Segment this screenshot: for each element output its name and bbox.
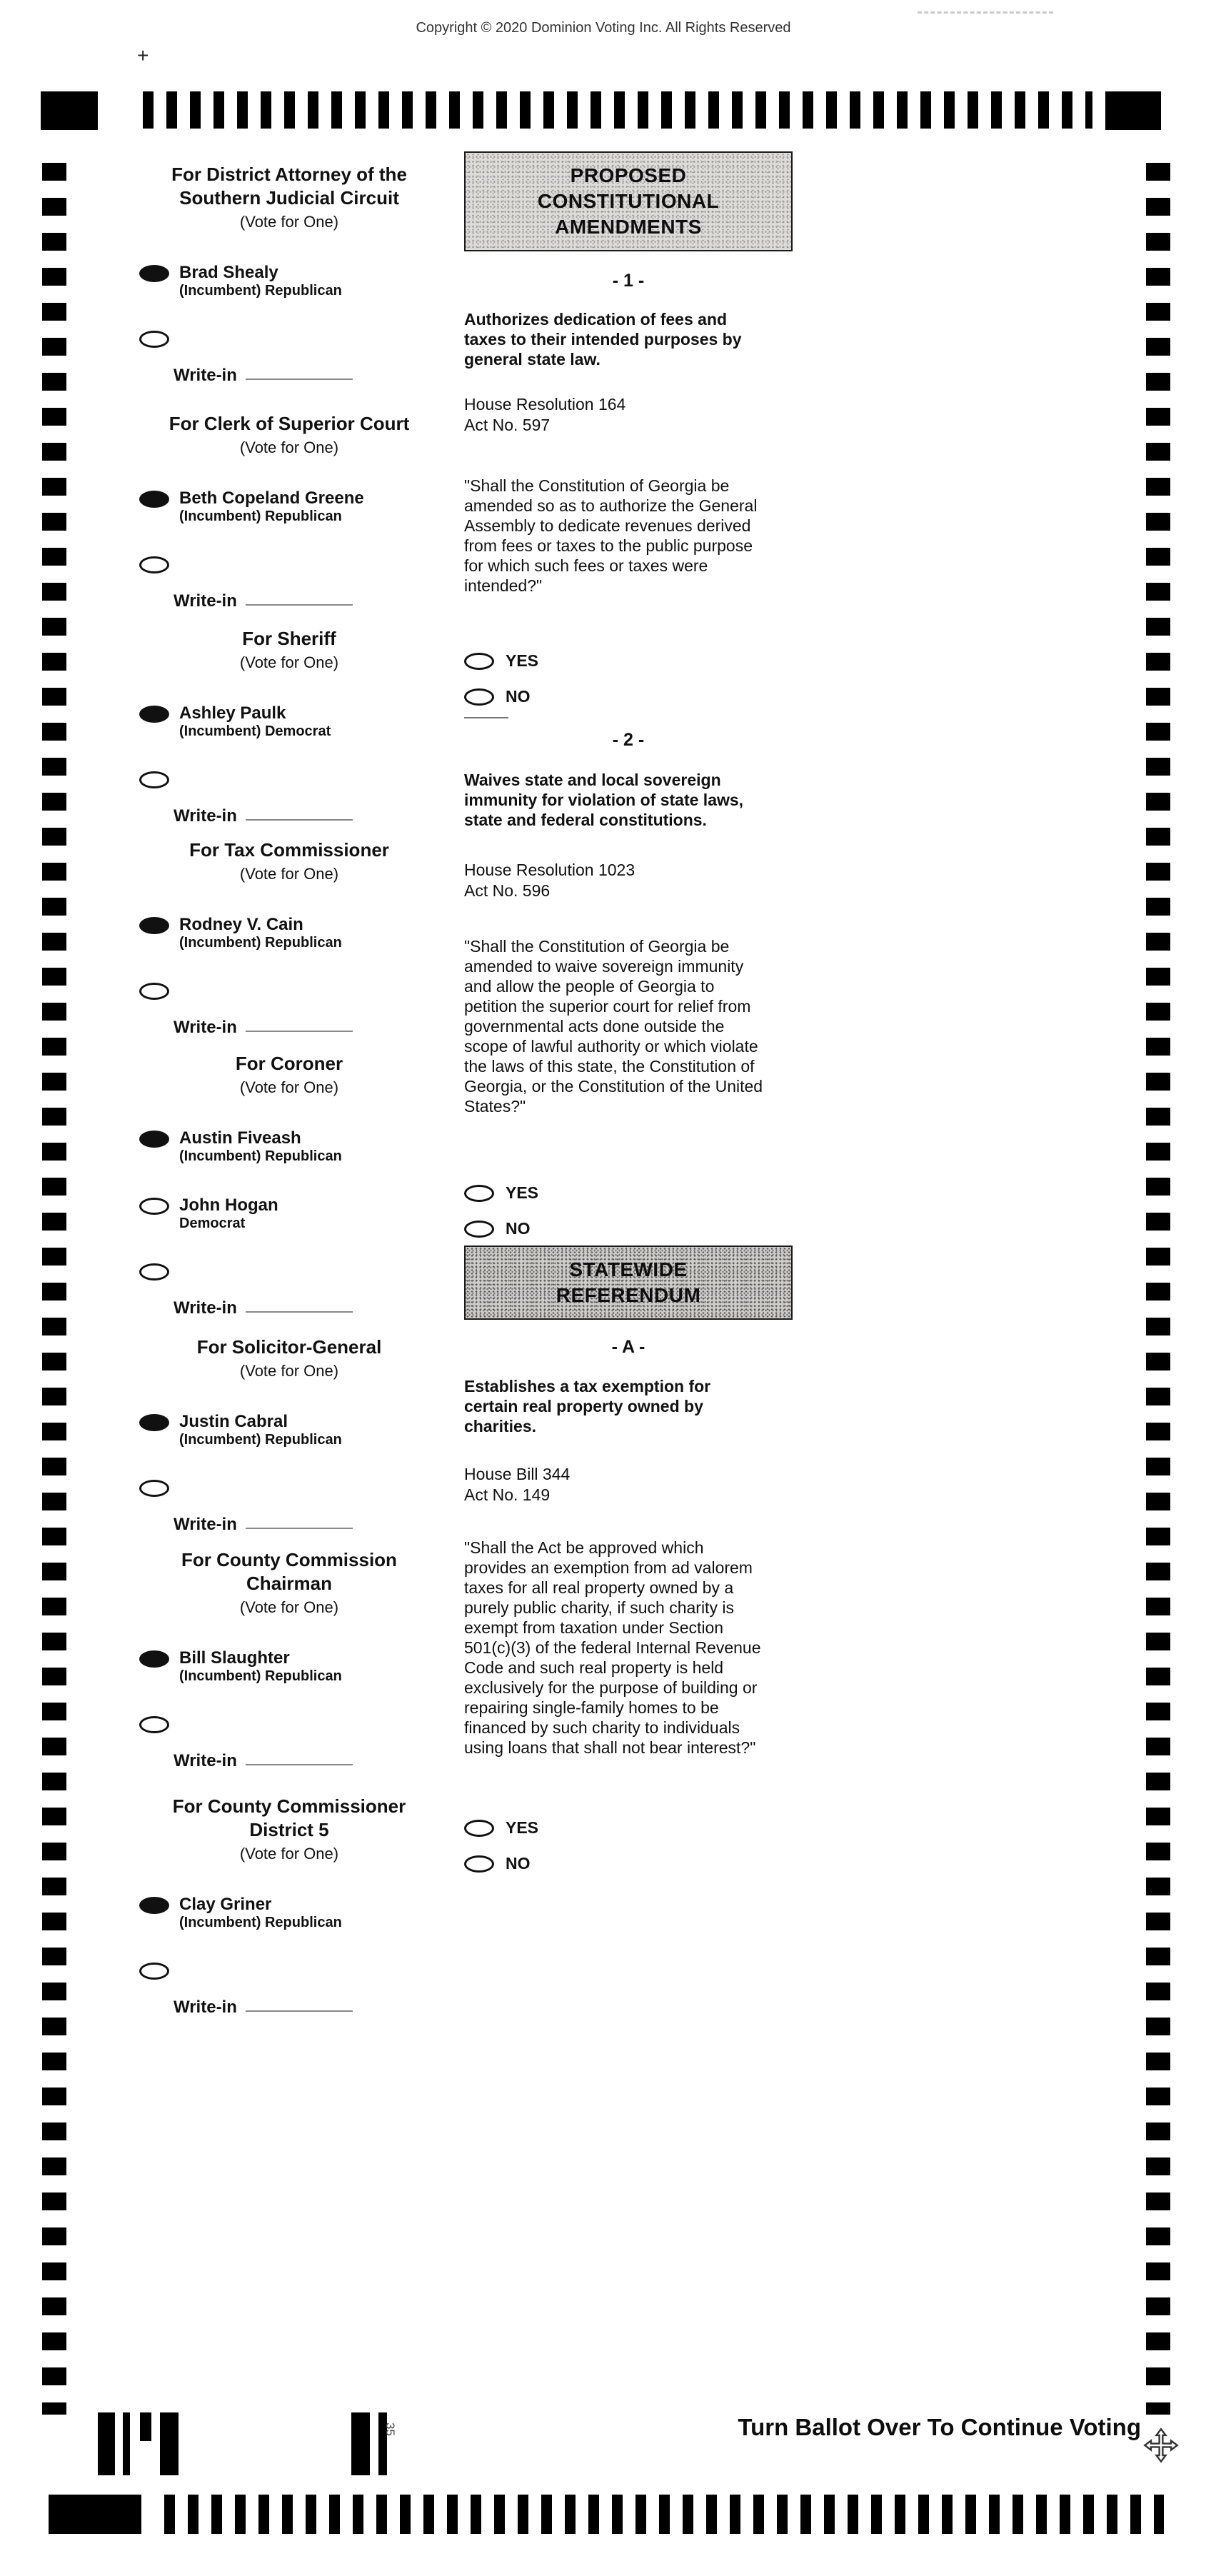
candidate-detail: (Incumbent) Republican — [179, 935, 342, 951]
write-in-line[interactable] — [246, 1031, 353, 1032]
candidate-detail: (Incumbent) Republican — [179, 1148, 342, 1164]
contest-county-commission-chairman — [118, 1548, 461, 1770]
candidate-row — [139, 704, 461, 740]
ballot-oval-empty[interactable] — [464, 688, 494, 706]
write-in-row — [174, 1998, 461, 2017]
write-in-row — [174, 1515, 461, 1534]
amendments-header-box — [464, 151, 793, 251]
header-line: STATEWIDE — [569, 1258, 688, 1281]
contest-coroner — [118, 1052, 461, 1318]
candidate-row — [139, 1895, 461, 1931]
ballot-oval-empty[interactable] — [139, 1198, 169, 1215]
candidate-row — [139, 1129, 461, 1165]
timing-block-bottom-left — [49, 2495, 141, 2534]
write-in-label: Write-in — [174, 1751, 237, 1770]
candidate-name: John Hogan — [179, 1196, 278, 1215]
no-label: NO — [506, 687, 531, 706]
ballot-oval-filled[interactable] — [139, 917, 169, 934]
candidate-name: Austin Fiveash — [179, 1128, 301, 1148]
timing-row-top — [143, 91, 1092, 129]
candidate-detail: (Incumbent) Republican — [179, 1432, 342, 1448]
yes-option-row — [464, 1818, 538, 1838]
write-in-line[interactable] — [246, 379, 353, 380]
stub-bar — [351, 2412, 370, 2475]
yes-option-row — [464, 1183, 538, 1203]
write-in-line[interactable] — [246, 1311, 353, 1313]
stub-number: 35 — [383, 2422, 397, 2436]
write-in-line[interactable] — [246, 819, 353, 821]
measure-number: - A - — [611, 1337, 645, 1357]
measure-question: "Shall the Act be approved which provides an exemption from ad valorem taxes for all real property owned by a purely public charity, if such charity is exempt from taxation under Section 501(c)(3) of the federal Internal Revenue Code and such real property is held exclusively for the purpose of building or repairing single-family homes to be financed by such charity to individuals using loans that shall not bear interest?" — [464, 1538, 761, 1757]
no-label: NO — [506, 1854, 531, 1873]
vote-for-instruction: (Vote for One) — [239, 213, 339, 231]
write-in-label: Write-in — [174, 1998, 237, 2017]
ballot-oval-empty[interactable] — [139, 556, 169, 573]
write-in-row — [174, 366, 461, 385]
candidate-name: Bill Slaughter — [179, 1648, 290, 1668]
vote-for-instruction: (Vote for One) — [239, 1362, 339, 1380]
vote-for-instruction: (Vote for One) — [239, 1845, 339, 1863]
separator-line — [464, 717, 508, 718]
plus-registration-mark: + — [137, 44, 149, 66]
measure-reference — [464, 394, 764, 436]
write-in-oval-row — [139, 1963, 461, 1980]
write-in-row — [174, 1018, 461, 1037]
measure-ref-line: Act No. 149 — [464, 1485, 551, 1504]
candidate-name: Rodney V. Cain — [179, 915, 303, 934]
write-in-line[interactable] — [246, 604, 353, 606]
contest-title: For County Commissioner District 5 — [172, 1795, 406, 1840]
write-in-line[interactable] — [246, 1528, 353, 1529]
no-option-row — [464, 1219, 531, 1238]
write-in-oval-row — [139, 1716, 461, 1733]
vote-for-instruction: (Vote for One) — [239, 653, 339, 671]
timing-block-top-left — [41, 91, 98, 130]
candidate-detail: (Incumbent) Republican — [179, 1915, 342, 1930]
measure-summary: Authorizes dedication of fees and taxes to their intended purposes by general state law. — [464, 310, 742, 369]
ballot-oval-filled[interactable] — [139, 1414, 169, 1431]
candidate-detail: (Incumbent) Republican — [179, 283, 342, 299]
header-line: CONSTITUTIONAL — [537, 190, 720, 212]
ballot-oval-filled[interactable] — [139, 1131, 169, 1148]
candidate-name: Beth Copeland Greene — [179, 488, 364, 508]
write-in-label: Write-in — [174, 806, 237, 826]
stub-bar — [98, 2412, 115, 2475]
measure-question: "Shall the Constitution of Georgia be amended so as to authorize the General Assembly to dedicate revenues derived from fees or taxes to the public purpose for which such fees or taxes were intended?" — [464, 476, 758, 595]
ballot-oval-empty[interactable] — [464, 1855, 494, 1873]
candidate-detail: (Incumbent) Democrat — [179, 723, 331, 739]
measure-ref-line: Act No. 596 — [464, 881, 551, 900]
contest-title: For Clerk of Superior Court — [169, 413, 410, 434]
candidate-name: Brad Shealy — [179, 263, 278, 282]
write-in-label: Write-in — [174, 1018, 237, 1037]
measure-number: - 2 - — [612, 730, 645, 750]
ballot-oval-empty[interactable] — [139, 771, 169, 788]
write-in-oval-row — [139, 331, 461, 348]
ballot-oval-empty[interactable] — [139, 1480, 169, 1497]
contest-solicitor-general — [118, 1335, 461, 1534]
ballot-oval-empty[interactable] — [139, 1716, 169, 1733]
write-in-label: Write-in — [174, 591, 237, 611]
ballot-oval-filled[interactable] — [139, 491, 169, 508]
write-in-oval-row — [139, 771, 461, 788]
contest-sheriff — [118, 627, 461, 826]
ballot-oval-empty[interactable] — [139, 983, 169, 1000]
candidate-detail: (Incumbent) Republican — [179, 508, 342, 524]
no-option-row — [464, 1854, 531, 1873]
ballot-oval-filled[interactable] — [139, 706, 169, 723]
measure-number: - 1 - — [612, 271, 645, 291]
copyright-text: Copyright © 2020 Dominion Voting Inc. All Rights Reserved — [416, 20, 791, 36]
no-label: NO — [506, 1219, 531, 1238]
timing-block-top-right — [1105, 91, 1161, 130]
write-in-label: Write-in — [174, 1298, 237, 1318]
ballot-oval-empty[interactable] — [139, 1263, 169, 1281]
measure-summary: Waives state and local sovereign immunity for violation of state laws, state and federal constitutions. — [464, 771, 744, 829]
vote-for-instruction: (Vote for One) — [239, 438, 339, 456]
referendum-header-box — [464, 1246, 793, 1320]
yes-label: YES — [506, 651, 539, 670]
contest-county-commissioner-district-5 — [118, 1795, 461, 2017]
yes-option-row — [464, 651, 538, 671]
contest-title: For Tax Commissioner — [189, 839, 389, 861]
write-in-line[interactable] — [246, 1764, 353, 1765]
ballot-oval-filled[interactable] — [139, 1650, 169, 1668]
candidate-name: Clay Griner — [179, 1895, 272, 1914]
yes-label: YES — [506, 1183, 539, 1202]
move-crosshair-icon — [1142, 2427, 1180, 2464]
candidate-row — [139, 264, 461, 299]
contest-title: For Coroner — [235, 1053, 343, 1074]
ballot-oval-empty[interactable] — [139, 1963, 169, 1980]
candidate-row — [139, 916, 461, 951]
ballot-oval-empty[interactable] — [464, 1221, 494, 1238]
write-in-row — [174, 807, 461, 826]
candidate-detail: (Incumbent) Republican — [179, 1668, 342, 1684]
ballot-oval-filled[interactable] — [139, 1897, 169, 1914]
candidate-detail: Democrat — [179, 1216, 246, 1231]
header-line: AMENDMENTS — [555, 216, 702, 238]
candidate-row — [139, 1413, 461, 1448]
measure-reference — [464, 860, 764, 901]
vote-for-instruction: (Vote for One) — [239, 1598, 339, 1616]
measure-question: "Shall the Constitution of Georgia be amended to waive sovereign immunity and allow the people of Georgia to petition the superior court for relief from governmental acts done outside the scope of lawful authority or which violate the laws of this state, the Constitution of Georgia, or the Constitution of the United States?" — [464, 937, 763, 1116]
write-in-oval-row — [139, 556, 461, 573]
write-in-oval-row — [139, 1480, 461, 1497]
stub-bar — [140, 2412, 151, 2441]
measure-ref-line: House Resolution 164 — [464, 395, 626, 414]
vote-for-instruction: (Vote for One) — [239, 865, 339, 883]
no-option-row — [464, 687, 531, 706]
stub-bar — [160, 2412, 179, 2475]
write-in-row — [174, 1752, 461, 1770]
candidate-row — [139, 489, 461, 525]
candidate-name: Justin Cabral — [179, 1412, 288, 1431]
timing-column-right — [1146, 163, 1170, 2415]
faint-corner-mark — [918, 11, 1053, 14]
measure-summary: Establishes a tax exemption for certain real property owned by charities. — [464, 1377, 711, 1435]
stub-bar — [123, 2412, 130, 2475]
contest-title: For District Attorney of the Southern Judicial Circuit — [171, 164, 407, 209]
vote-for-instruction: (Vote for One) — [239, 1078, 339, 1096]
header-line: REFERENDUM — [556, 1284, 701, 1306]
measure-reference — [464, 1464, 764, 1505]
write-in-row — [174, 1299, 461, 1318]
timing-row-bottom — [164, 2495, 1164, 2534]
candidate-row — [139, 1649, 461, 1685]
measure-ref-line: House Bill 344 — [464, 1465, 571, 1483]
write-in-oval-row — [139, 1263, 461, 1281]
turn-ballot-over-text: Turn Ballot Over To Continue Voting — [738, 2414, 1141, 2440]
write-in-label: Write-in — [174, 366, 237, 385]
ballot-oval-empty[interactable] — [139, 331, 169, 348]
ballot-oval-empty[interactable] — [464, 653, 494, 670]
candidate-row — [139, 1196, 461, 1232]
contest-title: For Sheriff — [242, 628, 336, 649]
contest-district-attorney — [118, 163, 461, 385]
measure-ref-line: Act No. 597 — [464, 416, 551, 434]
contest-title: For Solicitor-General — [196, 1336, 382, 1358]
ballot-oval-filled[interactable] — [139, 265, 169, 282]
timing-column-left — [42, 163, 66, 2415]
write-in-line[interactable] — [246, 2010, 353, 2012]
measure-ref-line: House Resolution 1023 — [464, 861, 635, 879]
candidate-name: Ashley Paulk — [179, 703, 286, 723]
ballot-oval-empty[interactable] — [464, 1820, 494, 1837]
contest-clerk-superior-court — [118, 412, 461, 611]
contest-title: For County Commission Chairman — [181, 1549, 397, 1594]
ballot-oval-empty[interactable] — [464, 1185, 494, 1202]
write-in-row — [174, 592, 461, 611]
write-in-oval-row — [139, 983, 461, 1000]
write-in-label: Write-in — [174, 1515, 237, 1534]
header-line: PROPOSED — [570, 164, 687, 186]
contest-tax-commissioner — [118, 838, 461, 1037]
yes-label: YES — [506, 1818, 539, 1837]
